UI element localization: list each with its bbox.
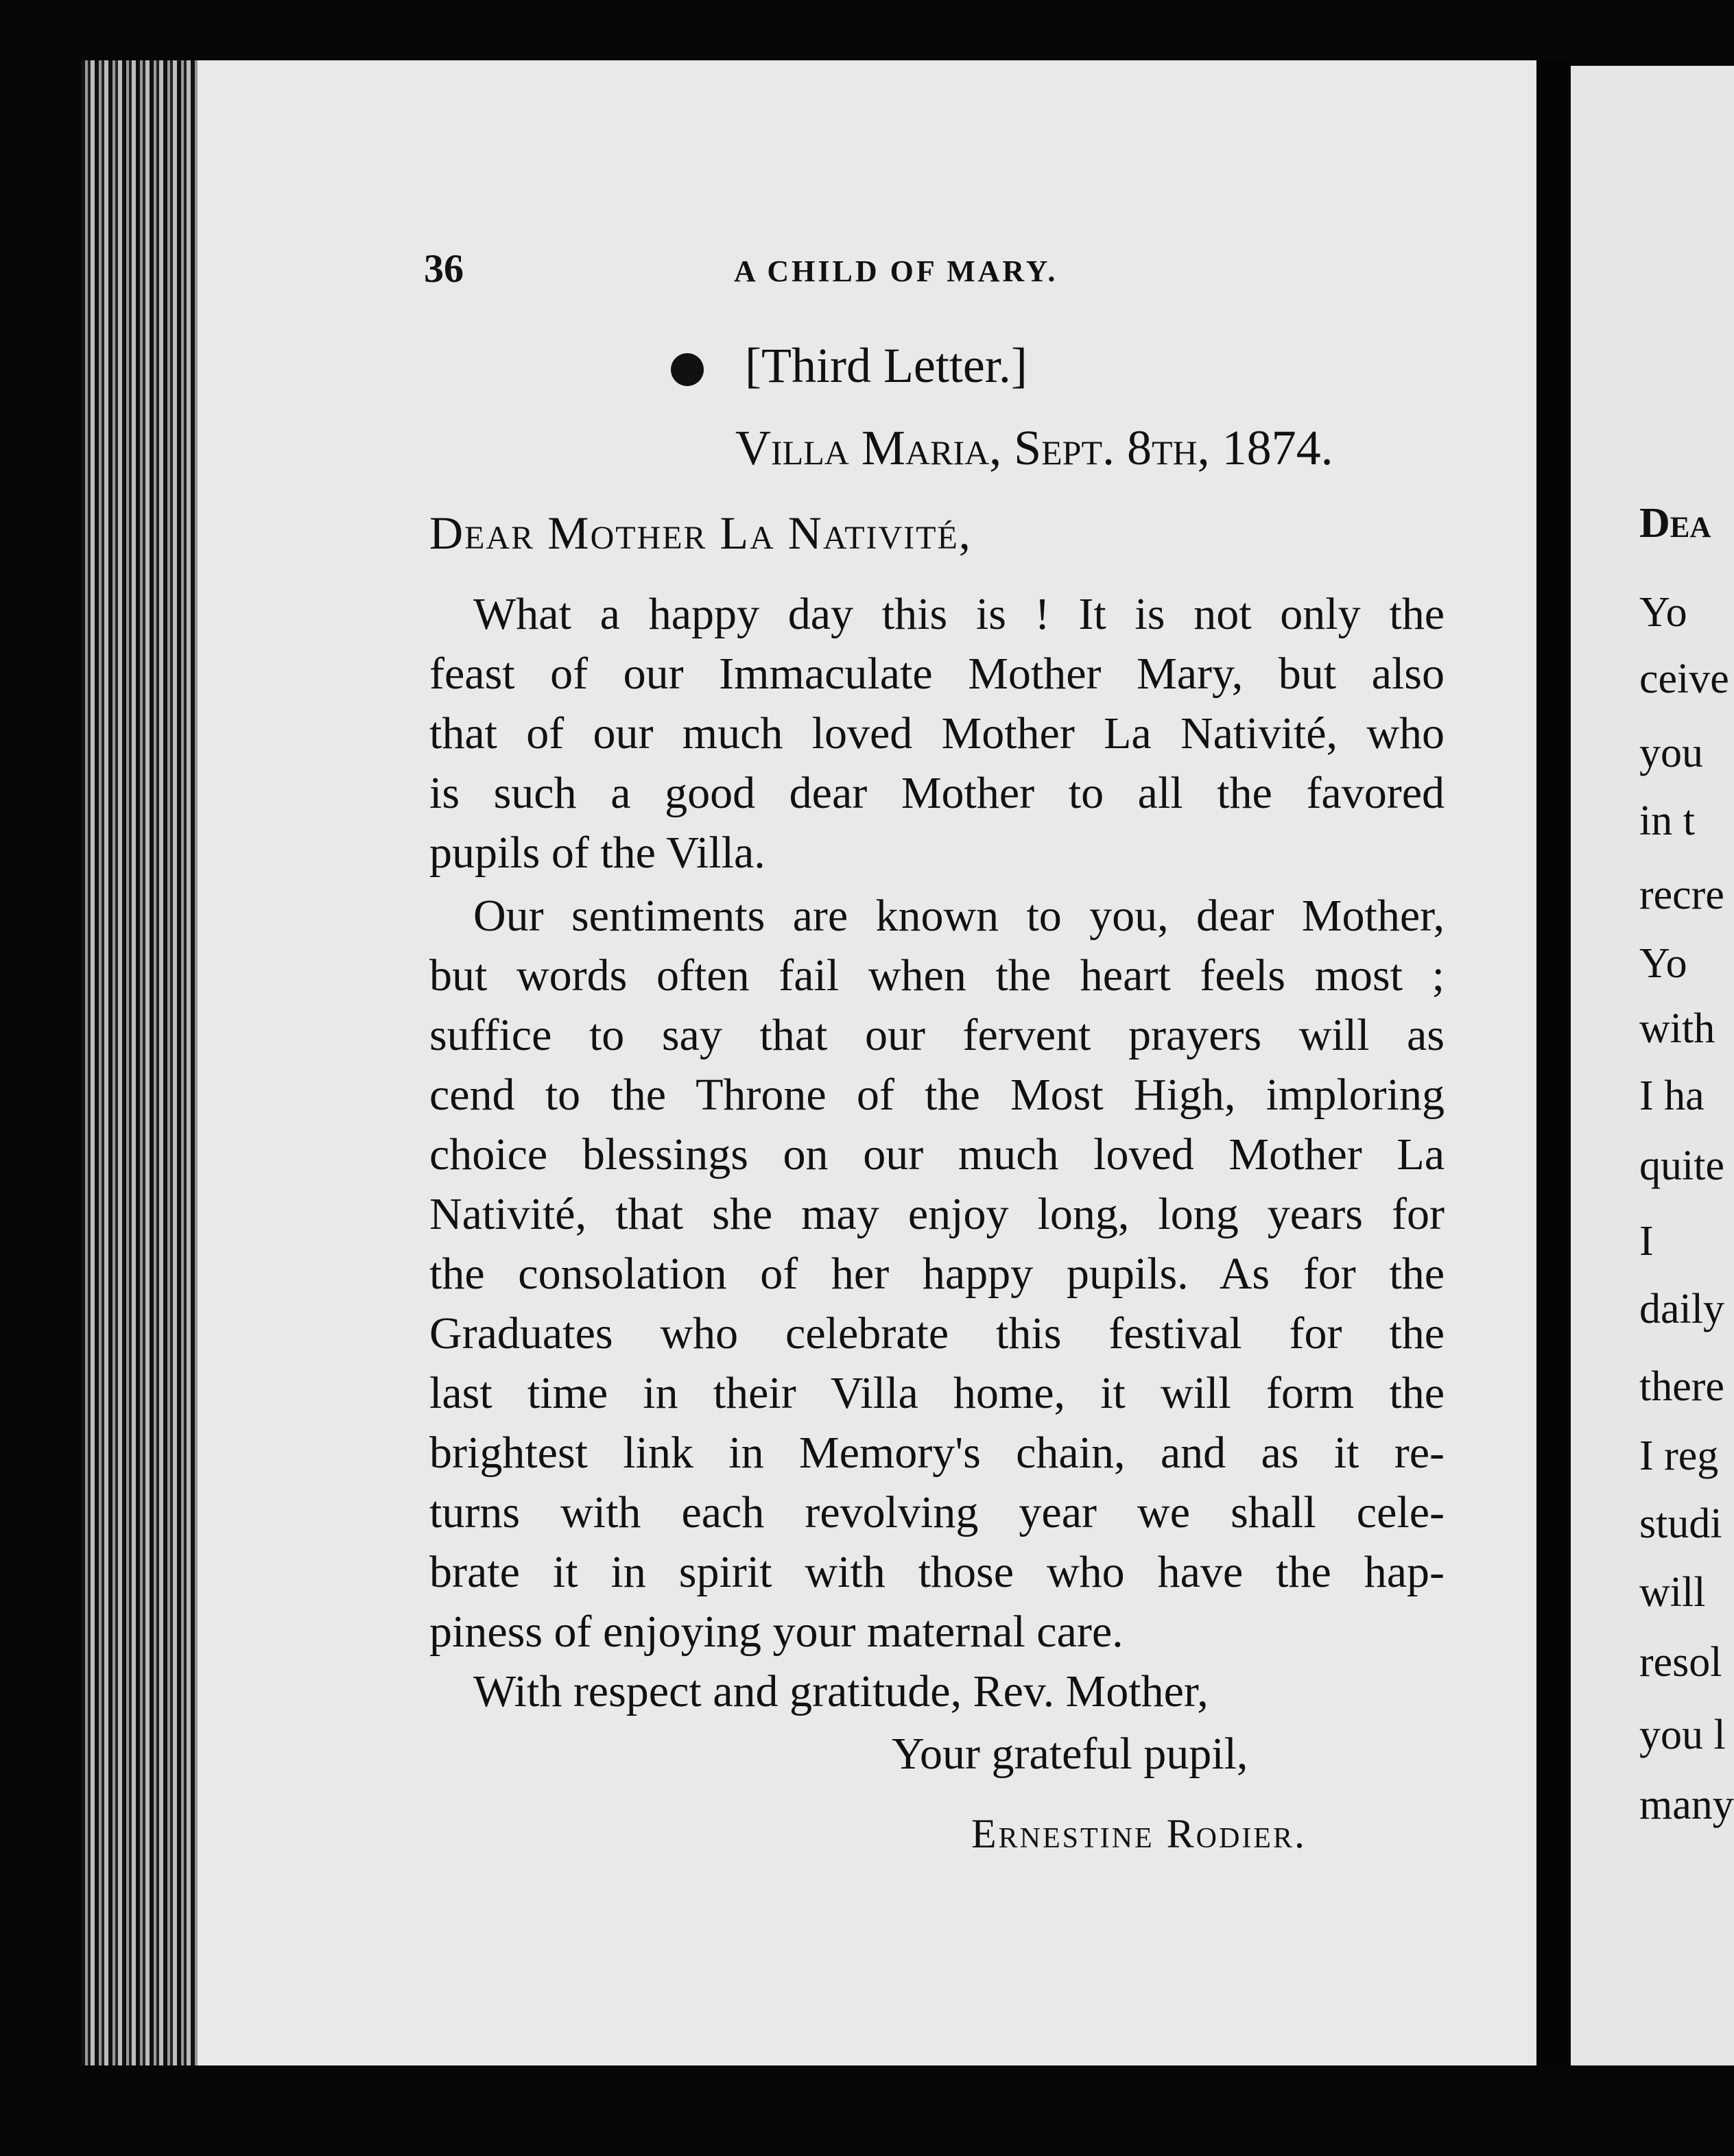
body-line: is such a good dear Mother to all the favored xyxy=(429,768,1445,818)
body-line: brate it in spirit with those who have the hap- xyxy=(429,1547,1445,1597)
right-page-fragment: I reg xyxy=(1639,1433,1719,1479)
body-line: Our sentiments are known to you, dear Mother, xyxy=(473,891,1445,941)
right-page-fragment: there xyxy=(1639,1363,1724,1410)
body-line: turns with each revolving year we shall cele- xyxy=(429,1487,1445,1537)
right-page-fragment: in t xyxy=(1639,798,1695,844)
right-page-fragment: resol xyxy=(1639,1639,1722,1686)
right-page-fragment: Dea xyxy=(1639,500,1711,547)
right-page-fragment: studi xyxy=(1639,1500,1722,1547)
signature: Ernestine Rodier. xyxy=(971,1811,1307,1856)
body-line: last time in their Villa home, it will form the xyxy=(429,1368,1445,1418)
right-page-fragment: quite xyxy=(1639,1142,1724,1189)
body-line: What a happy day this is ! It is not only the xyxy=(473,589,1445,639)
valediction: Your grateful pupil, xyxy=(892,1729,1248,1779)
body-line: suffice to say that our fervent prayers will as xyxy=(429,1010,1445,1060)
right-page-fragment: Yo xyxy=(1639,940,1687,987)
right-page-fragment: ceive xyxy=(1639,656,1729,702)
page-edge-stack xyxy=(81,60,198,2065)
book-gutter xyxy=(1536,60,1571,2065)
body-line: but words often fail when the heart feels most ; xyxy=(429,950,1445,1001)
body-line: Nativité, that she may enjoy long, long years for xyxy=(429,1189,1445,1239)
body-line: piness of enjoying your maternal care. xyxy=(429,1607,1124,1657)
letter-heading: [Third Letter.] xyxy=(745,338,1028,393)
body-line: Graduates who celebrate this festival for the xyxy=(429,1308,1445,1358)
body-line: feast of our Immaculate Mother Mary, but also xyxy=(429,649,1445,699)
page-number: 36 xyxy=(424,246,464,291)
body-line: brightest link in Memory's chain, and as it re- xyxy=(429,1428,1445,1478)
body-line: that of our much loved Mother La Nativité, who xyxy=(429,708,1445,758)
right-page-fragment: you xyxy=(1639,730,1703,776)
dateline: Villa Maria, Sept. 8th, 1874. xyxy=(735,420,1333,475)
body-line: the consolation of her happy pupils. As for the xyxy=(429,1249,1445,1299)
right-page-fragment: many xyxy=(1639,1782,1734,1828)
bullet-mark xyxy=(671,353,704,386)
body-line: cend to the Throne of the Most High, imploring xyxy=(429,1070,1445,1120)
right-page-fragment: I xyxy=(1639,1218,1654,1265)
right-page-fragment: recre xyxy=(1639,872,1724,918)
salutation: Dear Mother La Nativité, xyxy=(429,507,972,559)
right-page-fragment: will xyxy=(1639,1569,1706,1616)
right-page-fragment: with xyxy=(1639,1005,1715,1052)
right-page-fragment: I ha xyxy=(1639,1073,1705,1119)
running-title: A CHILD OF MARY. xyxy=(734,254,1058,288)
right-page-fragment: you l xyxy=(1639,1712,1726,1758)
closing-line: With respect and gratitude, Rev. Mother, xyxy=(473,1666,1209,1716)
right-page-fragment: Yo xyxy=(1639,589,1687,636)
right-page xyxy=(1571,66,1734,2065)
body-line: choice blessings on our much loved Mother La xyxy=(429,1129,1445,1179)
right-page-fragment: daily xyxy=(1639,1286,1724,1332)
body-line: pupils of the Villa. xyxy=(429,828,765,878)
